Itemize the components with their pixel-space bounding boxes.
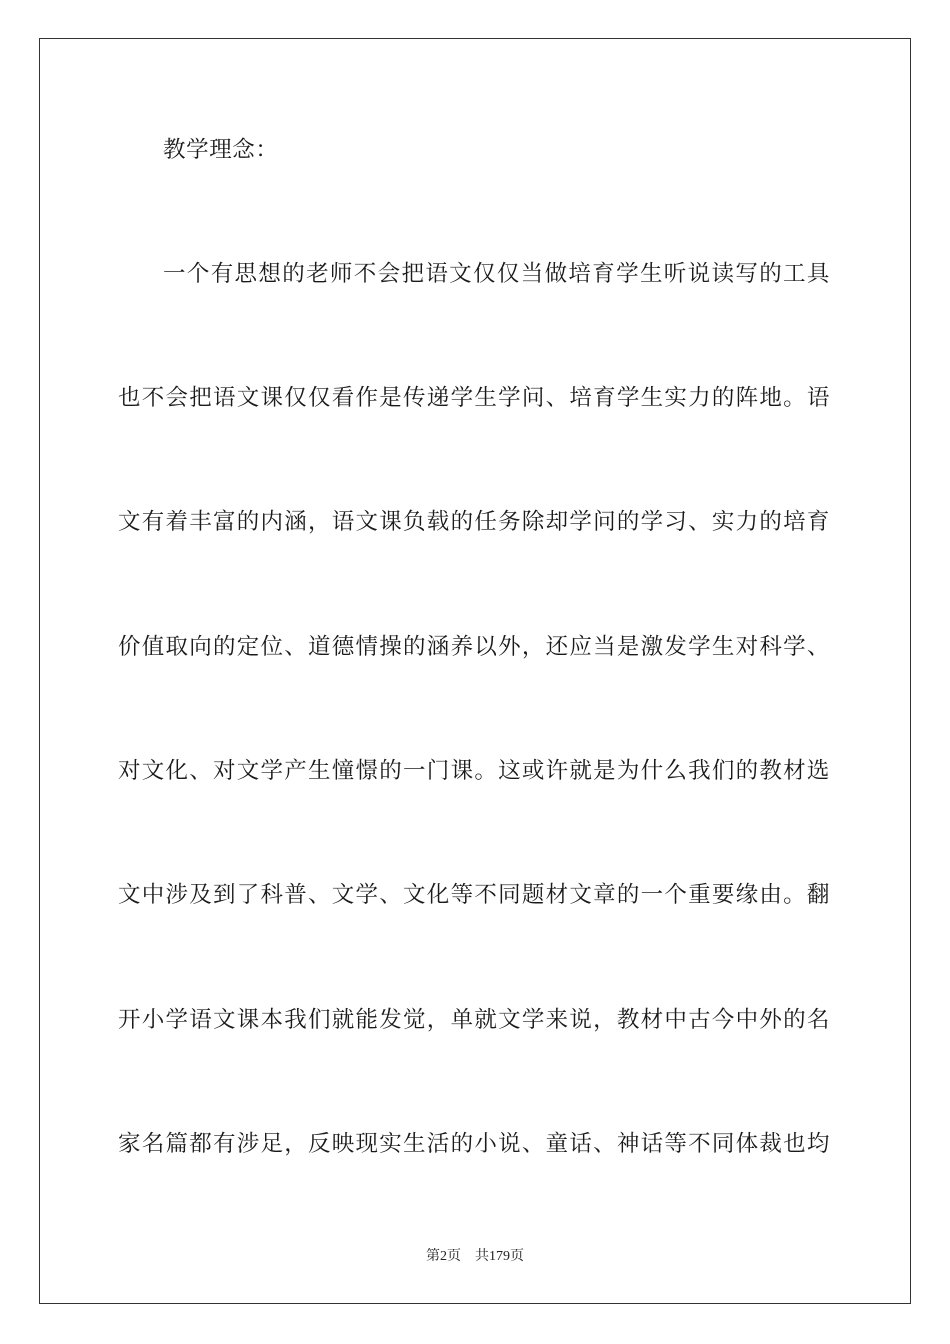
page-number: 2	[440, 1249, 447, 1264]
total-label-suffix: 页	[510, 1249, 524, 1264]
paragraph-line: 对文化、对文学产生憧憬的一门课。这或许就是为什么我们的教材选	[118, 758, 830, 784]
paragraph-line: 文中涉及到了科普、文学、文化等不同题材文章的一个重要缘由。翻	[118, 882, 830, 908]
paragraph-line: 也不会把语文课仅仅看作是传递学生学问、培育学生实力的阵地。语	[118, 385, 830, 411]
section-heading: 教学理念：	[163, 137, 279, 163]
page-label-prefix: 第	[426, 1249, 440, 1264]
paragraph-line: 文有着丰富的内涵，语文课负载的任务除却学问的学习、实力的培育	[118, 509, 830, 535]
paragraph-line: 价值取向的定位、道德情操的涵养以外，还应当是激发学生对科学、	[118, 634, 830, 660]
total-label-prefix: 共	[475, 1249, 489, 1264]
total-pages: 179	[489, 1249, 510, 1264]
paragraph-line: 一个有思想的老师不会把语文仅仅当做培育学生听说读写的工具	[163, 261, 830, 287]
page-label-suffix: 页	[447, 1249, 461, 1264]
page-footer	[0, 1248, 950, 1266]
paragraph-line: 开小学语文课本我们就能发觉，单就文学来说，教材中古今中外的名	[118, 1007, 830, 1033]
page-border	[39, 38, 911, 1304]
paragraph-line: 家名篇都有涉足，反映现实生活的小说、童话、神话等不同体裁也均	[118, 1131, 830, 1157]
